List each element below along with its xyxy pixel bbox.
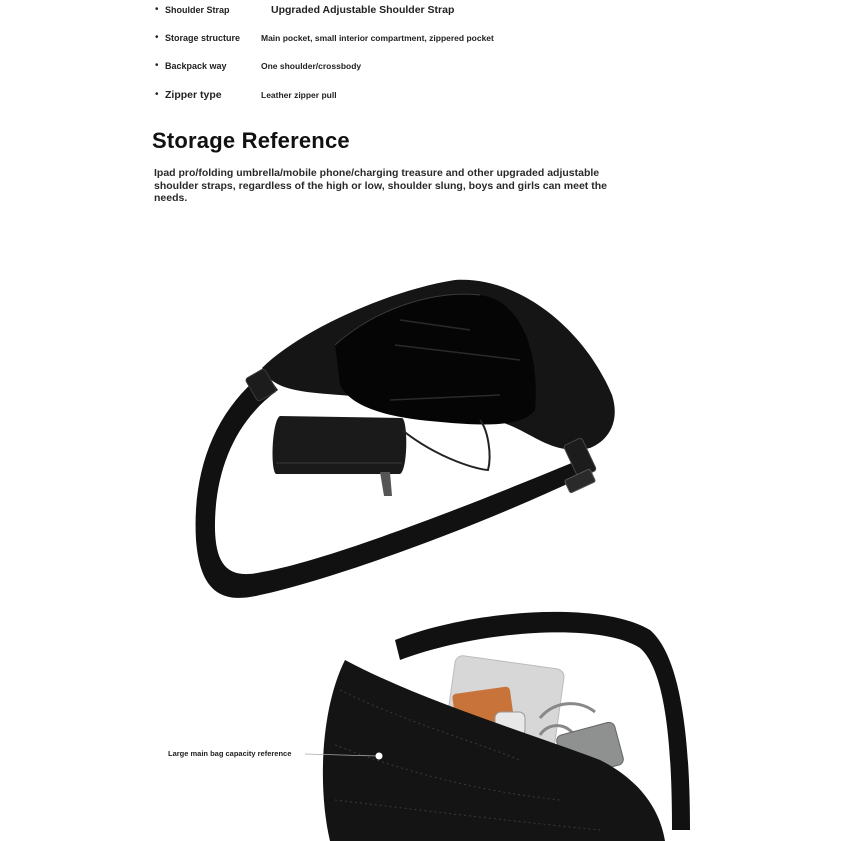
bullet-dot-icon: • bbox=[155, 4, 159, 15]
section-description: Ipad pro/folding umbrella/mobile phone/charging treasure and other upgraded adjustable shoulder straps, regardless of the high or low, shoulder slung, boys and girls can meet the needs. bbox=[154, 167, 607, 204]
section-title: Storage Reference bbox=[152, 128, 350, 153]
bullet-dot-icon: • bbox=[155, 89, 159, 100]
spec-value: Main pocket, small interior compartment, zippered pocket bbox=[261, 33, 494, 43]
spec-key: Zipper type bbox=[165, 89, 222, 101]
pouch-cord bbox=[402, 420, 490, 470]
spec-value: One shoulder/crossbody bbox=[261, 61, 362, 71]
pouch-zipper-pull bbox=[380, 472, 392, 496]
spec-value: Upgraded Adjustable Shoulder Strap bbox=[271, 4, 455, 16]
spec-key: Storage structure bbox=[165, 33, 241, 43]
bullet-dot-icon: • bbox=[155, 32, 159, 43]
spec-value: Leather zipper pull bbox=[261, 90, 337, 100]
spec-key: Shoulder Strap bbox=[165, 5, 230, 15]
zip-pouch bbox=[273, 416, 407, 474]
bullet-dot-icon: • bbox=[155, 60, 159, 71]
spec-key: Backpack way bbox=[165, 61, 227, 71]
callout-label: Large main bag capacity reference bbox=[168, 749, 292, 758]
callout-dot bbox=[376, 753, 383, 760]
